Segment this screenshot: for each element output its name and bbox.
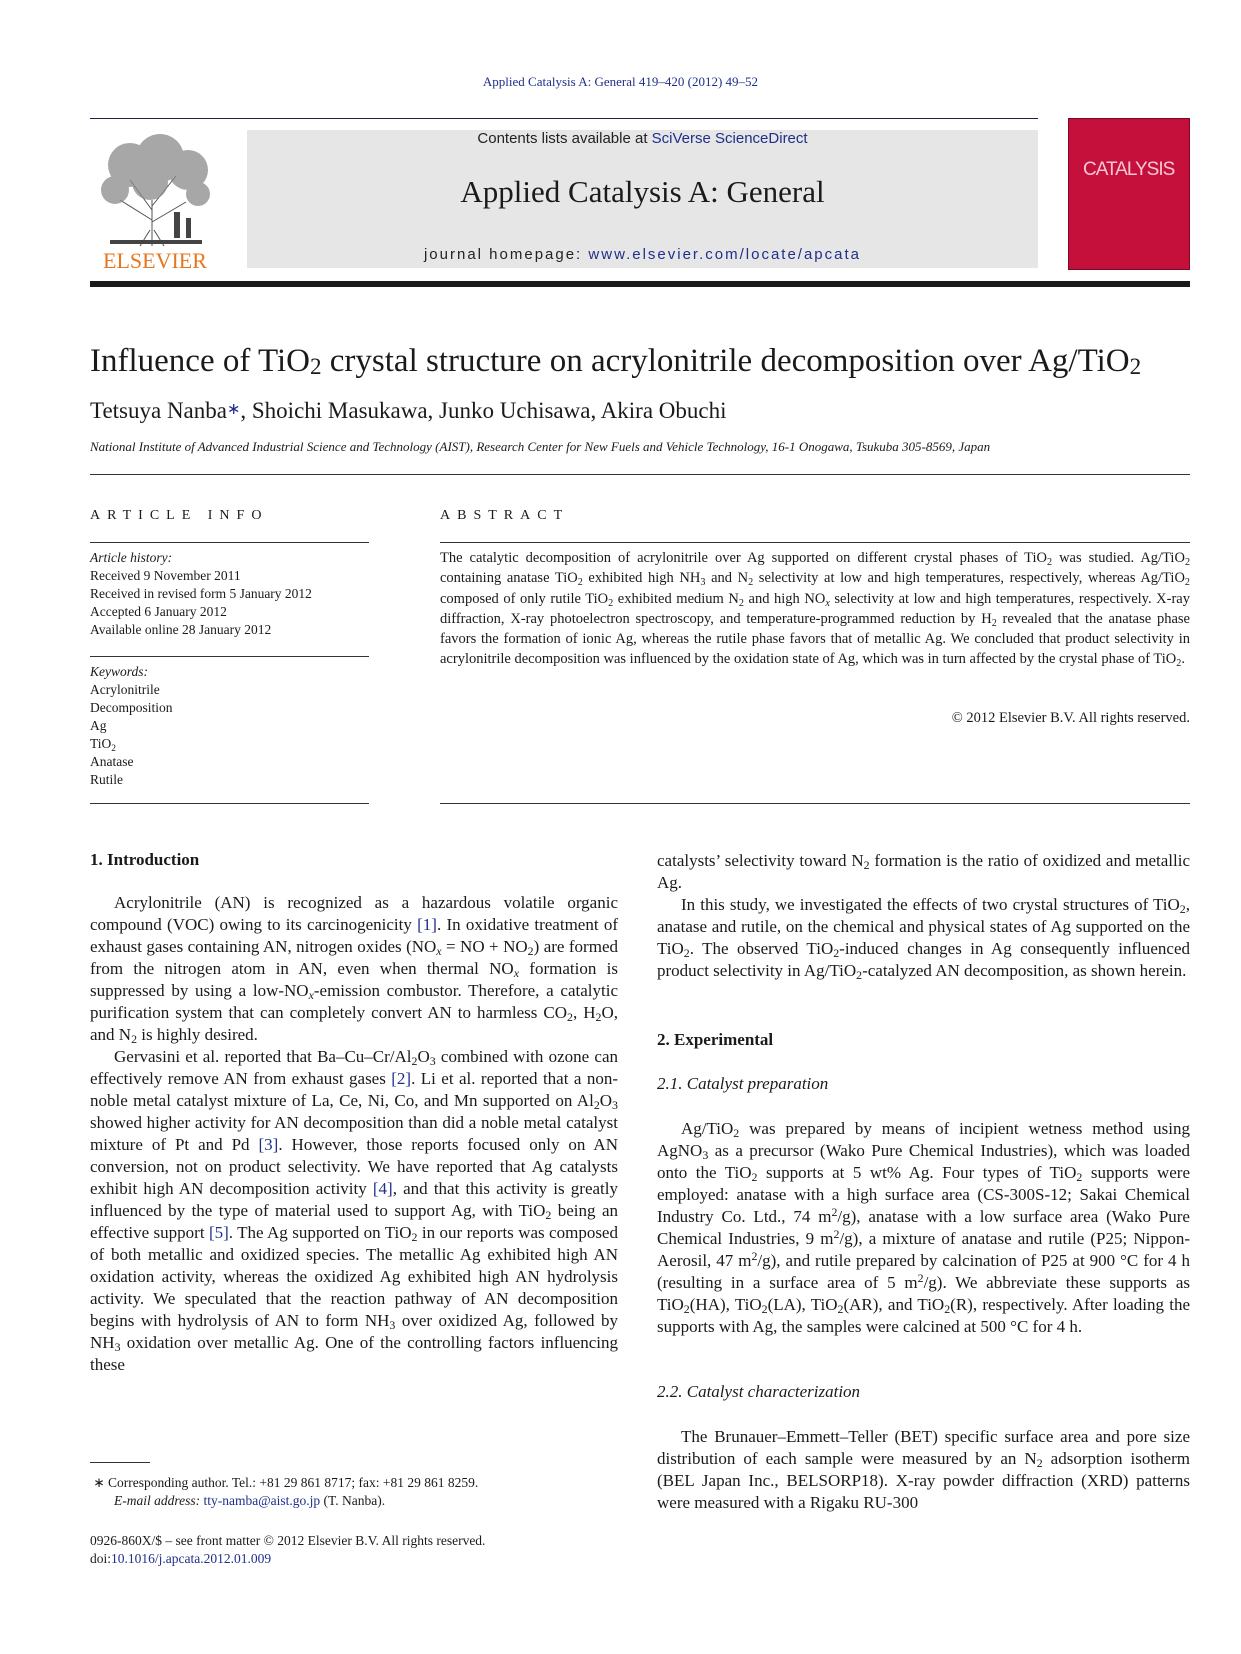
article-history [90, 549, 369, 639]
ref-5[interactable]: [5] [208, 1223, 229, 1242]
history-revised: Received in revised form 5 January 2012 [90, 586, 312, 601]
header-thick-rule [90, 281, 1190, 287]
journal-title: Applied Catalysis A: General [460, 174, 825, 209]
history-received: Received 9 November 2011 [90, 568, 241, 583]
history-online: Available online 28 January 2012 [90, 622, 272, 637]
doi-link[interactable]: 10.1016/j.apcata.2012.01.009 [111, 1551, 272, 1566]
affiliation-rule [90, 474, 1190, 475]
corresponding-asterisk: ∗ [93, 1475, 105, 1490]
elsevier-tree-icon [90, 130, 220, 248]
keyword-item: TiO$_2$ [90, 736, 116, 754]
introduction-continued: catalysts’ selectivity toward $N_2$ formation is the ratio of oxidized and metallic Ag. In this study, we investigated the effects of two crystal structures of TiO$_2$, anatase and rutile, on the chemical and physical states of Ag supported on the TiO$_2$. The observed TiO$_2$-induced changes in Ag consequently influenced product selectivity in Ag/TiO$_2$-catalyzed AN decomposition, as shown herein. [657, 851, 1190, 982]
abstract-copyright: © 2012 Elsevier B.V. All rights reserved. [951, 710, 1190, 726]
info-rule-bottom [90, 803, 369, 804]
keywords [90, 663, 369, 789]
preparation-text: Ag/TiO$_2$ was prepared by means of incipient wetness method using AgNO$_3$ as a precursor (Wako Pure Chemical Industries), which was loaded onto the TiO$_2$ supports at 5 wt% Ag. Four types of TiO$_2$ supports were employed: anatase with a high surface area (CS-300S-12; Sakai Chemical Industry Co. Ltd., 74 $m^2/g$), anatase with a low surface area (Wako Pure Chemical Industries, 9 $m^2/g$), a mixture of anatase and rutile (P25; Nippon-Aerosil, 47 $m^2/g$), and rutile prepared by calcination of P25 at 900 °C for 4 h (resulting in a surface area of 5 $m^2/g$). We abbreviate these supports as TiO$_2$(HA), TiO$_2$(LA), TiO$_2$(AR), and TiO$_2$(R), respectively. After loading the supports with Ag, the samples were calcined at 500 °C for 4 h. [657, 1119, 1191, 1336]
corresponding-footnote [90, 1474, 618, 1510]
contents-prefix: Contents lists available at [477, 130, 652, 147]
journal-cover-thumbnail[interactable] [1068, 118, 1190, 270]
elsevier-wordmark: ELSEVIER [103, 248, 207, 273]
section-experimental-heading: 2. Experimental [657, 1030, 774, 1049]
homepage-line [247, 246, 1038, 263]
keyword-item: Ag [90, 718, 107, 733]
ref-4[interactable]: [4] [372, 1179, 393, 1198]
header-rule [90, 118, 1038, 119]
abstract-rule-top [440, 542, 1190, 543]
info-rule-top [90, 542, 369, 543]
email-label: E-mail address: [114, 1493, 201, 1508]
ref-1[interactable]: [1] [417, 915, 437, 934]
history-label: Article history: [90, 550, 173, 565]
abstract-body: The catalytic decomposition of acrylonitrile over Ag supported on different crystal phases of TiO$_2$ was studied. Ag/TiO$_2$ containing anatase TiO$_2$ exhibited high $NH_3$ and $N_2$ selectivity at low and high temperatures, respectively, whereas Ag/TiO$_2$ composed of only rutile TiO$_2$ exhibited medium $N_2$ and high $NO_x$ selectivity at low and high temperatures, respectively. X-ray diffraction, X-ray photoelectron spectroscopy, and temperature-programmed reduction by $H_2$ revealed that the anatase phase favors the formation of ionic Ag, whereas the rutile phase favors that of metallic Ag. We concluded that product selectivity in acrylonitrile decomposition was influenced by the oxidation state of Ag, which was in turn affected by the crystal phase of TiO$_2$. [440, 550, 1190, 670]
contents-line [247, 130, 1038, 147]
elsevier-logo [90, 130, 220, 273]
front-matter-text: 0926-860X/$ – see front matter © 2012 Elsevier B.V. All rights reserved. [90, 1533, 486, 1548]
keyword-item: Anatase [90, 754, 134, 769]
author-list [90, 398, 727, 424]
keyword-item: Rutile [90, 772, 123, 787]
abstract-rule-bottom [440, 803, 1190, 804]
ref-2[interactable]: [2] [391, 1069, 412, 1088]
cover-title: CATALYSIS [1083, 159, 1175, 180]
article-info-heading: ARTICLE INFO [90, 508, 269, 523]
front-matter-note [90, 1532, 650, 1568]
characterization-text: The Brunauer–Emmett–Teller (BET) specific surface area and pore size distribution of each sample were measured by an $N_2$ adsorption isotherm (BEL Japan Inc., BELSORP18). X-ray powder diffraction (XRD) patterns were measured with a Rigaku RU-300 [657, 1427, 1190, 1512]
author-nanba: Tetsuya Nanba [90, 398, 227, 423]
section-introduction-heading: 1. Introduction [90, 850, 200, 869]
email-link[interactable]: tty-namba@aist.go.jp [203, 1493, 321, 1508]
journal-banner [247, 130, 1038, 268]
subsection-characterization-heading: 2.2. Catalyst characterization [657, 1382, 861, 1401]
history-accepted: Accepted 6 January 2012 [90, 604, 227, 619]
introduction-text: Acrylonitrile (AN) is recognized as a hazardous volatile organic compound (VOC) owing to its carcinogenicity [1]. In oxidative treatment of exhaust gases containing AN, nitrogen oxides ($NO_x$ = NO + $NO_2$) are formed from the nitrogen atom in AN, even when thermal $NO_x$ formation is suppressed by using a low-$NO_x$-emission combustor. Therefore, a catalytic purification system that can completely convert AN to harmless $CO_2$, $H_2O$, and $N_2$ is highly desired. Gervasini et al. reported that $Ba-Cu-Cr/Al_2O_3$ combined with ozone can effectively remove AN from exhaust gases [2]. Li et al. reported that a non-noble metal catalyst mixture of La, Ce, Ni, Co, and Mn supported on $Al_2O_3$ showed higher activity for AN decomposition than did a noble metal catalyst mixture of Pt and Pd [3]. However, those reports focused only on AN conversion, not on product selectivity. We have reported that Ag catalysts exhibit high AN decomposition activity [4], and that this activity is greatly influenced by the type of material used to support Ag, with TiO$_2$ being an effective support [5]. The Ag supported on TiO$_2$ in our reports was composed of both metallic and oxidized species. The metallic Ag exhibited high AN oxidation activity, whereas the oxidized Ag exhibited high AN hydrolysis activity. We speculated that the reaction pathway of AN decomposition begins with hydrolysis of AN to form $NH_3$ over oxidized Ag, followed by $NH_3$ oxidation over metallic Ag. One of the controlling factors influencing these [90, 893, 618, 1374]
doi-label: doi: [90, 1551, 112, 1566]
ref-3[interactable]: [3] [258, 1135, 279, 1154]
journal-citation[interactable]: Applied Catalysis A: General 419–420 (2012) 49–52 [482, 74, 759, 89]
coauthors: , Shoichi Masukawa, Junko Uchisawa, Akira Obuchi [240, 398, 727, 423]
sciencedirect-link[interactable]: SciVerse ScienceDirect [651, 130, 808, 147]
keyword-item: Decomposition [90, 700, 173, 715]
abstract-heading: ABSTRACT [440, 508, 570, 523]
corresponding-text: Corresponding author. Tel.: +81 29 861 8717; fax: +81 29 861 8259. [108, 1475, 479, 1490]
homepage-prefix: journal homepage: [423, 246, 589, 263]
subsection-preparation-heading: 2.1. Catalyst preparation [657, 1074, 829, 1093]
footnote-rule [90, 1462, 150, 1463]
homepage-link[interactable]: www.elsevier.com/locate/apcata [588, 246, 862, 263]
article-title: Influence of TiO$_2$ crystal structure on acrylonitrile decomposition over Ag/TiO$_2$ [90, 343, 1142, 379]
info-rule-mid [90, 656, 369, 657]
email-suffix: (T. Nanba). [320, 1493, 386, 1508]
corresponding-mark[interactable]: ∗ [226, 401, 241, 418]
affiliation: National Institute of Advanced Industrial Science and Technology (AIST), Research Center for New Fuels and Vehicle Technology, 16-1 Onogawa, Tsukuba 305-8569, Japan [90, 439, 991, 454]
keywords-label: Keywords: [90, 664, 148, 679]
keyword-item: Acrylonitrile [90, 682, 160, 697]
